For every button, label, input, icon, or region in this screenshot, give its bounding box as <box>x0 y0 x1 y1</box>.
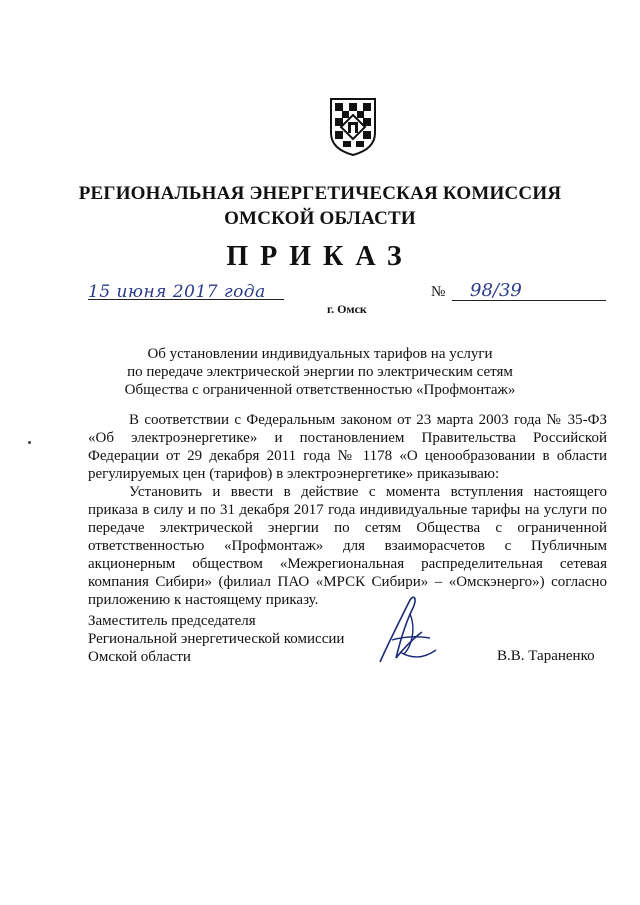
document-city: г. Омск <box>327 302 367 316</box>
handwritten-signature-icon <box>370 592 450 672</box>
document-body <box>88 411 607 609</box>
signatory-name: В.В. Тараненко <box>497 648 595 664</box>
coat-of-arms-icon <box>329 97 377 157</box>
subject-line: Общества с ограниченной ответственностью «Профмонтаж» <box>124 382 516 398</box>
document-title: ПРИКАЗ <box>226 241 414 272</box>
document-date: 15 июня 2017 года <box>88 282 266 302</box>
subject-line: по передаче электрической энергии по электрическим сетям <box>127 364 513 380</box>
signatory-line: Омской области <box>88 649 191 665</box>
number-underline <box>452 300 606 301</box>
organization-region: ОМСКОЙ ОБЛАСТИ <box>224 208 416 229</box>
document-number: 98/39 <box>470 280 522 301</box>
body-paragraph: Установить и ввести в действие с момента вступления настоящего приказа в силу и по 31 декабря 2017 года индивидуальные тарифы на услуги по передаче электрической энергии по сетям Общества с ограниченной ответственностью «Профмонтаж» для взаиморасчетов с Публичным акционерным обществом «Межрегиональная распределительная сетевая компания Сибири» (филиал ПАО «МРСК Сибири» – «Омскэнерго») согласно приложению к настоящему приказу. <box>88 484 607 608</box>
body-paragraph: В соответствии с Федеральным законом от 23 марта 2003 года № 35-ФЗ «Об электроэнергетике» и постановлением Правительства Российской Федерации от 29 декабря 2011 года № 1178 «О ценообразовании в области регулируемых цен (тарифов) в электроэнергетике» приказываю: <box>88 412 607 482</box>
signatory-line: Заместитель председателя <box>88 613 256 629</box>
subject-line: Об установлении индивидуальных тарифов на услуги <box>147 346 493 362</box>
signatory-line: Региональной энергетической комиссии <box>88 631 345 647</box>
signatory-title <box>88 612 344 666</box>
document-subject <box>0 345 640 399</box>
organization-name: РЕГИОНАЛЬНАЯ ЭНЕРГЕТИЧЕСКАЯ КОМИССИЯ <box>78 183 562 204</box>
date-underline <box>88 299 284 300</box>
margin-dot <box>28 441 31 444</box>
number-sign: № <box>431 284 446 300</box>
